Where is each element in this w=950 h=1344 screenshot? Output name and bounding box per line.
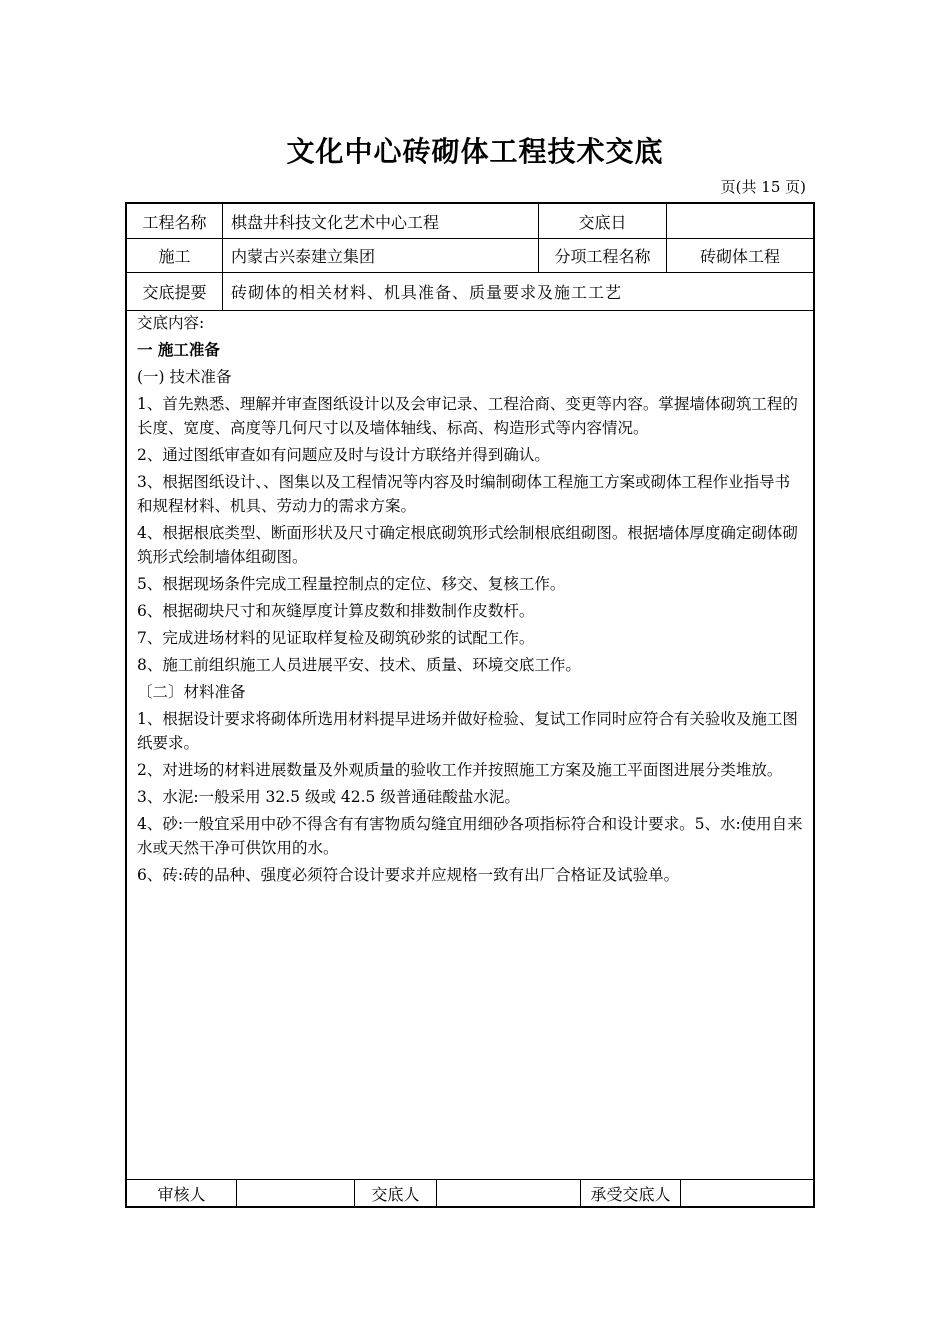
project-name-value: 棋盘井科技文化艺术中心工程 [223,204,539,238]
discloser-label: 交底人 [355,1180,437,1206]
list-item: 1、根据设计要求将砌体所选用材料提早进场并做好检验、复试工作同时应符合有关验收及施工图纸要求。 [137,710,798,752]
list-item: 6、砖:砖的品种、强度必须符合设计要求并应规格一致有出厂合格证及试验单。 [137,866,680,884]
list-item: 8、施工前组织施工人员进展平安、技术、质量、环境交底工作。 [137,656,581,674]
list-item: 4、根据根底类型、断面形状及尺寸确定根底砌筑形式绘制根底组砌图。根据墙体厚度确定砌体砌筑形式绘制墙体组砌图。 [137,524,798,566]
list-item: 5、根据现场条件完成工程量控制点的定位、移交、复核工作。 [137,575,566,593]
list-item: 7、完成进场材料的见证取样复检及砌筑砂浆的试配工作。 [137,629,535,647]
disclosure-date-value [667,204,813,238]
reviewer-label: 审核人 [127,1180,237,1206]
list-item: 3、水泥:一般采用 32.5 级或 42.5 级普通硅酸盐水泥。 [137,788,520,806]
content-intro: 交底内容: [137,314,205,332]
signature-row [127,1179,813,1206]
subsection-heading: (一) 技术准备 [137,368,232,386]
subsection-heading: 〔二〕材料准备 [137,683,246,701]
list-item: 2、通过图纸审查如有问题应及时与设计方联络并得到确认。 [137,446,550,464]
construction-label: 施工 [127,239,223,272]
list-item: 1、首先熟悉、理解并审查图纸设计以及会审记录、工程洽商、变更等内容。掌握墙体砌筑工程的长度、宽度、高度等几何尺寸以及墙体轴线、标高、构造形式等内容情况。 [137,395,798,437]
header-row-summary [127,273,813,311]
header-row-construction [127,239,813,273]
disclosure-date-label: 交底日 [539,204,667,238]
sub-project-value: 砖砌体工程 [699,247,780,266]
list-item: 6、根据砌块尺寸和灰缝厚度计算皮数和排数制作皮数杆。 [137,602,535,620]
summary-label: 交底提要 [127,273,223,310]
list-item: 4、砂:一般宜采用中砂不得含有有害物质勾缝宜用细砂各项指标符合和设计要求。5、水:使用自来水或天然干净可供饮用的水。 [137,815,803,857]
page-count: 页(共 15 页) [720,178,806,196]
disclosure-content [127,311,813,1179]
construction-unit-value: 内蒙古兴泰建立集团 [223,239,539,272]
reviewer-value [237,1180,355,1206]
project-name-label: 工程名称 [127,204,223,238]
summary-value: 砖砌体的相关材料、机具准备、质量要求及施工工艺 [231,283,623,302]
document-title: 文化中心砖砌体工程技术交底 [286,135,664,168]
list-item: 3、根据图纸设计、、图集以及工程情况等内容及时编制砌体工程施工方案或砌体工程作业指导书和规程材料、机具、劳动力的需求方案。 [137,473,791,515]
list-item: 2、对进场的材料进展数量及外观质量的验收工作并按照施工方案及施工平面图进展分类堆放。 [137,761,783,779]
sub-project-label: 分项工程名称 [539,239,667,272]
receiver-label: 承受交底人 [581,1180,681,1206]
disclosure-table [125,202,815,1208]
header-row-project [127,204,813,239]
discloser-value [437,1180,581,1206]
section-heading: 一 施工准备 [137,341,220,359]
receiver-value [681,1180,813,1206]
